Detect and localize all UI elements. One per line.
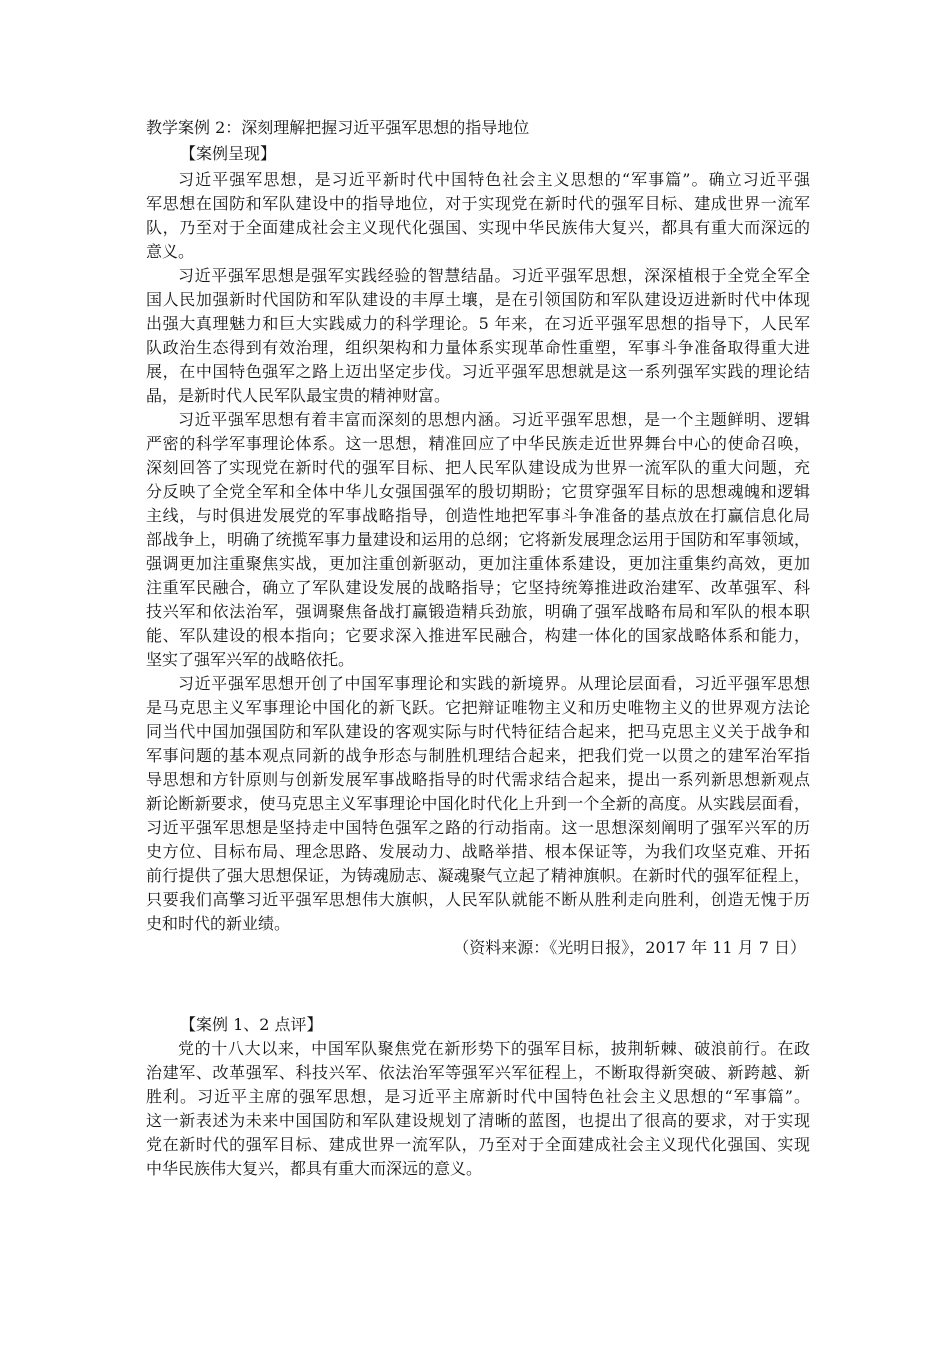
paragraph-line: 只要我们高擎习近平强军思想伟大旗帜，人民军队就能不断从胜利走向胜利，创造无愧于历 xyxy=(146,890,810,909)
paragraph-line: 党的十八大以来，中国军队聚焦党在新形势下的强军目标，披荆斩棘、破浪前行。在政 xyxy=(178,1039,810,1058)
paragraph xyxy=(146,264,810,408)
paragraph-line: 新论断新要求，使马克思主义军事理论中国化时代化上升到一个全新的高度。从实践层面看， xyxy=(146,794,810,813)
paragraph-line: 史方位、目标布局、理念思路、发展动力、战略举措、根本保证等，为我们攻坚克难、开拓 xyxy=(146,842,810,861)
paragraph-line: 胜利。习近平主席的强军思想，是习近平主席新时代中国特色社会主义思想的“军事篇”。 xyxy=(146,1087,810,1106)
section-heading: 【案例 1、2 点评】 xyxy=(180,1015,323,1034)
section-heading: 【案例呈现】 xyxy=(180,144,277,163)
paragraph-line: 是马克思主义军事理论中国化的新飞跃。它把辩证唯物主义和历史唯物主义的世界观方法论 xyxy=(146,698,810,717)
paragraph-line: 军思想在国防和军队建设中的指导地位，对于实现党在新时代的强军目标、建成世界一流军 xyxy=(146,194,810,213)
paragraph-line: 主线，与时俱进发展党的军事战略指导，创造性地把军事斗争准备的基点放在打赢信息化局 xyxy=(146,506,810,525)
paragraph-line: 习近平强军思想开创了中国军事理论和实践的新境界。从理论层面看，习近平强军思想 xyxy=(178,674,810,693)
paragraph-line: 严密的科学军事理论体系。这一思想，精准回应了中华民族走近世界舞台中心的使命召唤， xyxy=(146,434,810,453)
paragraph-line: 这一新表述为未来中国国防和军队建设规划了清晰的蓝图，也提出了很高的要求，对于实现 xyxy=(146,1111,810,1130)
document-body xyxy=(146,116,810,1181)
paragraph-line: 史和时代的新业绩。 xyxy=(146,914,291,933)
paragraph-line: 习近平强军思想是坚持走中国特色强军之路的行动指南。这一思想深刻阐明了强军兴军的历 xyxy=(146,818,810,837)
paragraph-line: 习近平强军思想是强军实践经验的智慧结晶。习近平强军思想，深深植根于全党全军全 xyxy=(178,266,810,285)
document-title: 教学案例 2：深刻理解把握习近平强军思想的指导地位 xyxy=(146,118,530,137)
paragraph-line: 队，乃至对于全面建成社会主义现代化强国、实现中华民族伟大复兴，都具有重大而深远的 xyxy=(146,218,810,237)
paragraph-line: 出强大真理魅力和巨大实践威力的科学理论。5 年来，在习近平强军思想的指导下，人民军 xyxy=(146,314,810,333)
paragraph xyxy=(146,168,810,264)
paragraph-line: 意义。 xyxy=(146,242,195,261)
paragraph-line: 分反映了全党全军和全体中华儿女强国强军的殷切期盼；它贯穿强军目标的思想魂魄和逻辑 xyxy=(146,482,810,501)
case-presentation-section xyxy=(146,142,810,960)
paragraph-line: 国人民加强新时代国防和军队建设的丰厚土壤，是在引领国防和军队建设迈进新时代中体现 xyxy=(146,290,810,309)
paragraph-line: 技兴军和依法治军，强调聚焦备战打赢锻造精兵劲旅，明确了强军战略布局和军队的根本职 xyxy=(146,602,810,621)
paragraph xyxy=(146,672,810,936)
paragraph-line: 习近平强军思想有着丰富而深刻的思想内涵。习近平强军思想，是一个主题鲜明、逻辑 xyxy=(178,410,810,429)
paragraph-line: 能、军队建设的根本指向；它要求深入推进军民融合，构建一体化的国家战略体系和能力， xyxy=(146,626,810,645)
paragraph-line: 同当代中国加强国防和军队建设的客观实际与时代特征结合起来，把马克思主义关于战争和 xyxy=(146,722,810,741)
paragraph-line: 军事问题的基本观点同新的战争形态与制胜机理结合起来，把我们党一以贯之的建军治军指 xyxy=(146,746,810,765)
paragraph xyxy=(146,1037,810,1181)
paragraph-line: 习近平强军思想，是习近平新时代中国特色社会主义思想的“军事篇”。确立习近平强 xyxy=(178,170,810,189)
source-citation: （资料来源：《光明日报》，2017 年 11 月 7 日） xyxy=(453,938,806,957)
paragraph-line: 部战争上，明确了统揽军事力量建设和运用的总纲；它将新发展理念运用于国防和军事领域， xyxy=(146,530,810,549)
paragraph-line: 党在新时代的强军目标、建成世界一流军队，乃至对于全面建成社会主义现代化强国、实现 xyxy=(146,1135,810,1154)
paragraph xyxy=(146,408,810,672)
paragraph-line: 展，在中国特色强军之路上迈出坚定步伐。习近平强军思想就是这一系列强军实践的理论结 xyxy=(146,362,810,381)
paragraph-line: 中华民族伟大复兴，都具有重大而深远的意义。 xyxy=(146,1159,483,1178)
paragraph-line: 注重军民融合，确立了军队建设发展的战略指导；它坚持统筹推进政治建军、改革强军、科 xyxy=(146,578,810,597)
paragraph-line: 治建军、改革强军、科技兴军、依法治军等强军兴军征程上，不断取得新突破、新跨越、新 xyxy=(146,1063,810,1082)
paragraph-line: 导思想和方针原则与创新发展军事战略指导的时代需求结合起来，提出一系列新思想新观点 xyxy=(146,770,810,789)
paragraph-line: 强调更加注重聚焦实战，更加注重创新驱动，更加注重体系建设，更加注重集约高效，更加 xyxy=(146,554,810,573)
paragraph-line: 深刻回答了实现党在新时代的强军目标、把人民军队建设成为世界一流军队的重大问题，充 xyxy=(146,458,810,477)
paragraph-line: 晶，是新时代人民军队最宝贵的精神财富。 xyxy=(146,386,451,405)
paragraph-line: 队政治生态得到有效治理，组织架构和力量体系实现革命性重塑，军事斗争准备取得重大进 xyxy=(146,338,810,357)
paragraph-line: 坚实了强军兴军的战略依托。 xyxy=(146,650,355,669)
commentary-section xyxy=(146,1013,810,1181)
paragraph-line: 前行提供了强大思想保证，为铸魂励志、凝魂聚气立起了精神旗帜。在新时代的强军征程上， xyxy=(146,866,810,885)
